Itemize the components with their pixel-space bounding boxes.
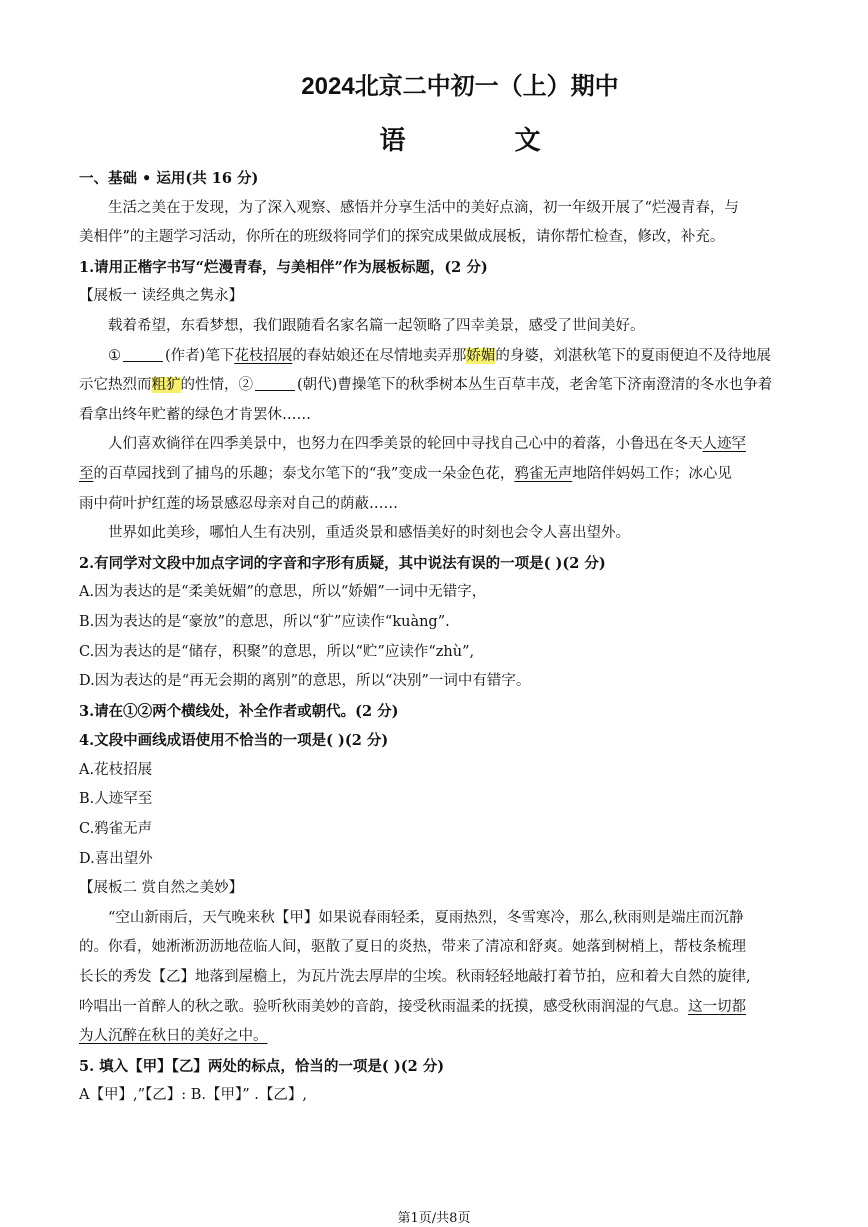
question-4: 4.文段中画线成语使用不恰当的一项是( )(2 分) bbox=[79, 732, 389, 750]
question-2: 2.有同学对文段中加点字词的字音和字形有质疑，其中说法有误的一项是( )(2 分) bbox=[79, 554, 606, 572]
paragraph-line: 雨中荷叶护红莲的场景感忍母亲对自己的荫蔽…… bbox=[79, 495, 398, 512]
option-b: B.因为表达的是“豪放”的意思，所以“犷”应读作“kuàng”. bbox=[79, 613, 450, 630]
paragraph-line: 的。你看，她淅淅沥沥地莅临人间，驱散了夏日的炎热，带来了清凉和舒爽。她落到树梢上，帮枝条梳理 bbox=[79, 939, 746, 956]
fill-blank-2[interactable] bbox=[255, 374, 295, 391]
paragraph-line: 吟唱出一首醉人的秋之歌。验听秋雨美妙的音韵，接受秋雨温柔的抚摸，感受秋雨润湿的气息。这一切都 bbox=[79, 998, 746, 1015]
blank-marker-2: ② bbox=[238, 377, 253, 394]
option-d: D.因为表达的是“再无会期的离别”的意思，所以“决别”一词中有错字。 bbox=[79, 673, 531, 690]
paragraph-line: 示它热烈而粗犷的性情，② (朝代)曹操笔下的秋季树本丛生百草丰茂，老舍笔下济南澄清的冬水也争着 bbox=[79, 371, 795, 401]
option-c: C.鸦雀无声 bbox=[79, 821, 153, 838]
intro-line: 生活之美在于发现，为了深入观察、感悟并分享生活中的美好点滴，初一年级开展了“烂漫青春，与 bbox=[108, 199, 739, 216]
option-a: A.因为表达的是“柔美妩媚”的意思，所以“娇媚”一词中无错字， bbox=[79, 584, 487, 601]
underlined-idiom: 至 bbox=[79, 465, 94, 482]
intro-line: 美相伴”的主题学习活动，你所在的班级将同学们的探究成果做成展板，请你帮忙检查，修改，补充。 bbox=[79, 229, 725, 246]
paragraph-line: 载着希望，东看梦想，我们跟随看名家名篇一起领略了四幸美景，感受了世间美好。 bbox=[108, 317, 645, 334]
blank-marker-1: ① bbox=[108, 347, 121, 364]
question-5-options: A【甲】,”【乙】: B.【甲】” .【乙】, bbox=[79, 1087, 307, 1104]
page-number: 第1页/共8页 bbox=[397, 1211, 471, 1226]
paragraph-line: “空山新雨后，天气晚来秋【甲】如果说春雨轻柔，夏雨热烈，冬雪寒冷，那么,秋雨则是端庄而沉静 bbox=[108, 909, 744, 926]
paragraph-line: ① (作者)笔下花枝招展的春姑娘还在尽情地卖弄那娇媚的身婆，刘湛秋笔下的夏雨便迫不及待地展 bbox=[79, 342, 795, 372]
question-3: 3.请在①②两个横线处，补全作者或朝代。(2 分) bbox=[79, 702, 399, 720]
paragraph-line bbox=[79, 1022, 795, 1052]
option-b: B.人迹罕至 bbox=[79, 791, 153, 808]
board2-title: 【展板二 赏自然之美妙】 bbox=[79, 880, 244, 897]
fill-blank-1[interactable] bbox=[123, 345, 163, 362]
document-body bbox=[79, 164, 795, 1111]
option-a: A.花枝招展 bbox=[79, 761, 153, 778]
option-c: C.因为表达的是“储存，积聚”的意思，所以“贮”应读作“zhù”, bbox=[79, 643, 475, 660]
subject-title: 语 文 bbox=[379, 126, 591, 156]
paragraph-line: 世界如此美珍，哪怕人生有决别，重适炎景和感悟美好的时刻也会令人喜出望外。 bbox=[108, 525, 630, 542]
highlighted-word: 娇媚 bbox=[466, 347, 496, 364]
underlined-sentence: 为人沉醉在秋日的美好之中。 bbox=[79, 1028, 268, 1045]
paragraph-line: 看拿出终年贮蓄的绿色才肯罢休…… bbox=[79, 406, 311, 423]
highlighted-word: 粗犷 bbox=[151, 377, 181, 394]
exam-title: 2024北京二中初一（上）期中 bbox=[301, 73, 619, 100]
paragraph-line: 至的百草园找到了捕鸟的乐趣；泰戈尔笔下的“我”变成一朵金色花，鸦雀无声地陪伴妈妈工作；冰心见 bbox=[79, 465, 732, 482]
underlined-idiom: 花枝招展 bbox=[234, 347, 293, 364]
paragraph-line: 人们喜欢徜徉在四季美景中，也努力在四季美景的轮回中寻找自己心中的着落，小鲁迅在冬天人迹罕 bbox=[108, 436, 746, 453]
question-1: 1.请用正楷字书写“烂漫青春，与美相伴”作为展板标题，(2 分) bbox=[79, 258, 488, 276]
underlined-sentence: 这一切都 bbox=[688, 998, 746, 1015]
section-heading: 一、基础 • 运用(共 16 分) bbox=[79, 170, 259, 187]
paragraph-line: 长长的秀发【乙】地落到屋檐上，为瓦片洗去厚岸的尘埃。秋雨轻轻地敲打着节拍，应和着大自然的旋律, bbox=[79, 969, 751, 986]
underlined-idiom: 鸦雀无声 bbox=[514, 465, 573, 482]
board1-title: 【展板一 读经典之隽永】 bbox=[79, 288, 244, 305]
option-d: D.喜出望外 bbox=[79, 850, 153, 867]
underlined-idiom: 人迹罕 bbox=[702, 436, 746, 453]
question-5: 5. 填入【甲】【乙】两处的标点，恰当的一项是( )(2 分) bbox=[79, 1057, 445, 1075]
